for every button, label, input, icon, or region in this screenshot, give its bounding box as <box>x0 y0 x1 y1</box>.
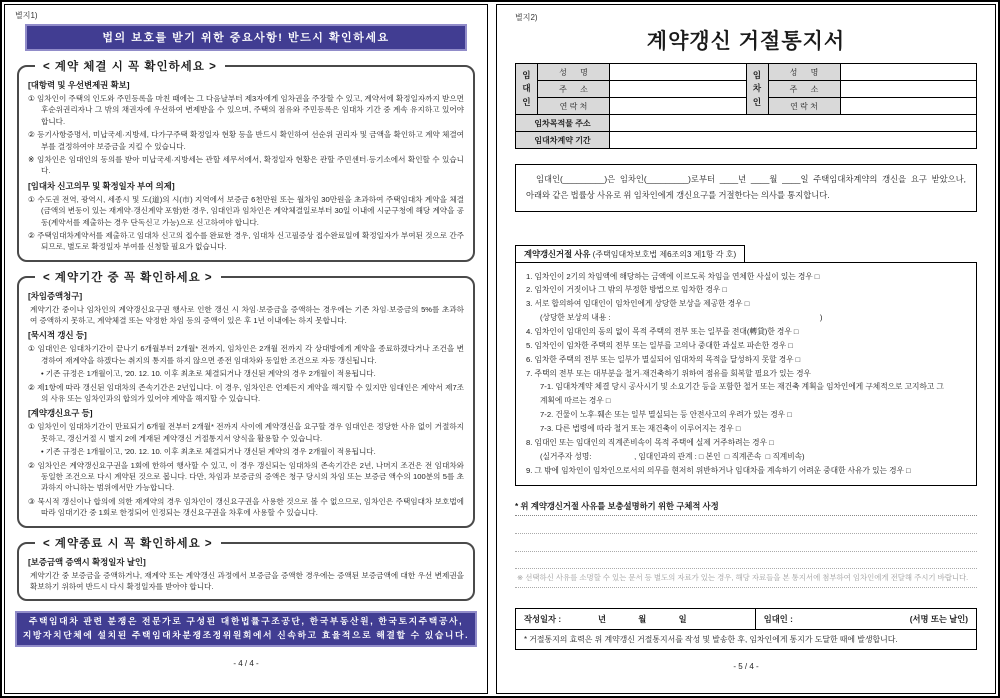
dispute-resolution-banner <box>15 611 477 646</box>
page-left <box>4 4 488 694</box>
clause-item: 계약기간 중 보증금을 증액하거나, 재계약 또는 계약갱신 과정에서 보증금을 증액한 경우에는 증액된 보증금액에 대한 우선 변제권을 확보하기 위하여 반드시 다시 확정일자를 받아야 합니다. <box>30 570 464 591</box>
clause-item: ① 임차인이 주택의 인도와 주민등록을 마친 때에는 그 다음날부터 제3자에게 임차권을 주장할 수 있고, 계약서에 확정일자까지 받으면 후순위권리자나 그 밖의 채권자에 우선하여 변제받을 수 있으며, 주택의 점유와 주민등록은 임대차 기간 중 계속 유지하고 있어야 합니다. <box>28 94 464 126</box>
signature-table <box>515 608 977 650</box>
blank-write-line <box>515 534 977 552</box>
clause-item: ① 임대인은 임대차기간이 끝나기 6개월부터 2개월* 전까지, 임차인은 2개월 전까지 각 상대방에게 계약을 종료하겠다거나 조건을 변경하여 재계약을 하겠다는 취지의 통지를 하지 않으면 종전 임대차와 동일한 조건으로 자동 갱신됩니다. <box>28 344 464 365</box>
clause-item: ※ 임차인은 임대인의 동의를 받아 미납국세·지방세는 관할 세무서에서, 확정일자 현황은 관할 주민센터·등기소에서 확인할 수 있습니다. <box>28 154 464 176</box>
attachment-label-2: 별지2) <box>515 13 538 22</box>
section-box-contract-signing <box>17 61 475 262</box>
reason-item: 6. 임차한 주택의 전부 또는 일부가 멸실되어 임대차의 목적을 달성하지 못할 경우 □ <box>526 354 801 364</box>
clause-item: ① 임차인이 임대차기간이 만료되기 6개월 전부터 2개월* 전까지 사이에 계약갱신을 요구할 경우 임대인은 정당한 사유 없이 거절하지 못하고, 갱신거절 시 별지 2에 게재된 계약갱신 거절통지서 양식을 활용할 수 있습니다. <box>28 422 464 443</box>
section-heading: [대항력 및 우선변제권 확보] <box>28 80 130 90</box>
refusal-notice-paragraph: 임대인(_________)은 임차인(_________)로부터 ____년 ____월 ____일 주택임대차계약의 갱신을 요구 받았으나, 아래와 같은 법률상 사유로 위 임차인에게 갱신요구를 거절한다는 의사를 통지합니다. <box>515 164 977 212</box>
section-heading: [계약갱신요구 등] <box>28 408 93 419</box>
refusal-reasons-box <box>515 262 977 487</box>
clause-note: • 기존 규정은 1개월이고, '20. 12. 10. 이후 최초로 체결되거나 갱신된 계약의 경우 2개월이 적용됩니다. <box>41 447 376 457</box>
lessor-vertical-label: 임 대 인 <box>516 64 538 115</box>
reason-item: 3. 서로 합의하여 임대인이 임차인에게 상당한 보상을 제공한 경우 □ <box>526 299 750 309</box>
box-title: < 계약기간 중 꼭 확인하세요 > <box>35 269 221 285</box>
clause-note: • 기존 규정은 1개월이고, '20. 12. 10. 이후 최초로 체결되거나 갱신된 계약의 경우 2개월이 적용됩니다. <box>41 369 376 379</box>
lessee-name-label: 성 명 <box>768 64 840 81</box>
section-heading: [차임증액청구] <box>28 290 83 301</box>
importance-banner: 법의 보호를 받기 위한 중요사항! 반드시 확인하세요 <box>25 24 467 51</box>
page-number-left: - 4 / 4 - <box>233 658 259 668</box>
reason-item: 1. 임차인이 2기의 차임액에 해당하는 금액에 이르도록 차임을 연체한 사실이 있는 경우 □ <box>526 271 820 281</box>
reason-subfield: (실거주자 성명: , 임대인과의 관계 : □ 본인 □ 직계존속 □ 직계비속) <box>540 451 805 461</box>
refusal-reasons-tab <box>515 245 745 263</box>
banner-line: 지방자치단체에 설치된 주택임대차분쟁조정위원회에서 신속하고 효율적으로 해결할 수 있습니다. <box>22 629 470 640</box>
form-title: 계약갱신 거절통지서 <box>646 30 846 53</box>
lessor-name-field <box>610 64 747 81</box>
clause-item: ② 임차인은 계약갱신요구권을 1회에 한하여 행사할 수 있고, 이 경우 갱신되는 임대차의 존속기간은 2년, 나머지 조건은 전 임대차와 동일한 조건으로 다시 계약된 것으로 봅니다. 다만, 차임과 보증금의 증액은 청구 당시의 차임 또는 보증금 액수의 100분의 5를 초과하지 아니하는 범위에서만 가능합니다. <box>28 460 464 493</box>
lessee-contact-label: 연 락 처 <box>768 98 840 115</box>
banner-line: 주택임대차 관련 분쟁은 전문가로 구성된 대한법률구조공단, 한국부동산원, 한국토지주택공사, <box>28 616 464 627</box>
lessor-contact-label: 연 락 처 <box>538 98 610 115</box>
clause-item: ② 제1항에 따라 갱신된 임대차의 존속기간은 2년입니다. 이 경우, 임차인은 언제든지 계약을 해지할 수 있지만 임대인은 계약서 제7조의 사유 또는 임차인과의 합의가 있어야 계약을 해지할 수 있습니다. <box>28 382 464 404</box>
table-row <box>516 608 977 629</box>
section-box-during-contract <box>17 271 475 528</box>
page-number-right: - 5 / 4 - <box>733 661 759 671</box>
reason-item: 5. 임차인이 임차한 주택의 전부 또는 일부를 고의나 중대한 과실로 파손한 경우 □ <box>526 340 793 350</box>
written-date-field: 작성일자 : 년 월 일 <box>516 608 756 629</box>
tab-legal-ref: (주택임대차보호법 제6조의3 제1항 각 호) <box>590 250 737 259</box>
reason-subitem: 7-1. 임대차계약 체결 당시 공사시기 및 소요기간 등을 포함한 철거 또는 재건축 계획을 임차인에게 구체적으로 고지하고 그 계획에 따르는 경우 □ <box>540 382 944 406</box>
reason-item: 4. 임차인이 임대인의 동의 없이 목적 주택의 전부 또는 일부를 전대(轉貸)한 경우 □ <box>526 326 799 336</box>
property-address-label: 임차목적물 주소 <box>516 115 610 132</box>
lessor-signature-cell <box>755 608 976 629</box>
supplement-heading: * 위 계약갱신거절 사유를 보충설명하기 위한 구체적 사정 <box>515 500 977 516</box>
section-heading: [임대차 신고의무 및 확정일자 부여 의제] <box>28 180 175 191</box>
attachment-guidance-note: ※ 선택하신 사유를 소명할 수 있는 문서 등 별도의 자료가 있는 경우, 해당 자료들을 본 통지서에 첨부하여 임차인에게 전달해 주시기 바랍니다. <box>515 568 977 587</box>
reason-item: 2. 임차인이 거짓이나 그 밖의 부정한 방법으로 임차한 경우 □ <box>526 285 728 295</box>
table-row <box>516 115 977 132</box>
clause-item: ② 주택임대차계약서를 제출하고 임대차 신고의 접수를 완료한 경우, 임대차 신고필증상 접수완료일에 확정일자가 부여된 것으로 간주되므로, 별도로 확정일자 부여를 신청할 필요가 없습니다. <box>28 230 464 252</box>
lessor-address-label: 주 소 <box>538 81 610 98</box>
lessee-contact-field <box>840 98 977 115</box>
reason-item: 7. 주택의 전부 또는 대부분을 철거·재건축하기 위하여 점유를 회복할 필요가 있는 경우 <box>526 368 811 378</box>
lease-period-label: 임대차계약 기간 <box>516 132 610 149</box>
table-row <box>516 132 977 149</box>
section-box-contract-end <box>17 537 475 602</box>
supplement-section <box>515 500 977 587</box>
box-title: < 계약 체결 시 꼭 확인하세요 > <box>35 58 225 74</box>
property-address-field <box>610 115 977 132</box>
lessor-sign-label: 임대인 : <box>763 613 793 624</box>
clause-item: 계약기간 중이나 임차인의 계약갱신요구권 행사로 인한 갱신 시 차임·보증금을 증액하는 경우에는 기존 차임·보증금의 5%를 초과하여 증액하지 못하고, 계약체결 또는 약정한 차임 등의 증액이 있은 후 1년 이내에는 하지 못합니다. <box>30 304 464 326</box>
reason-subitem: 7-3. 다른 법령에 따라 철거 또는 재건축이 이루어지는 경우 □ <box>540 423 741 433</box>
clause-item: ② 등기사항증명서, 미납국세·지방세, 다가구주택 확정일자 현황 등을 반드시 확인하여 선순위 권리자 및 금액을 확인하고 계약 체결여부를 결정하여야 보증금을 지킬 수 있습니다. <box>28 130 464 151</box>
attachment-label-1: 별지1) <box>15 11 38 20</box>
lessee-vertical-label: 임 차 인 <box>746 64 768 115</box>
lessee-address-field <box>840 81 977 98</box>
lessor-address-field <box>610 81 747 98</box>
page-right <box>496 4 996 694</box>
reason-subitem: 7-2. 건물이 노후·훼손 또는 일부 멸실되는 등 안전사고의 우려가 있는 경우 □ <box>540 410 792 420</box>
lease-period-field <box>610 132 977 149</box>
box-title: < 계약종료 시 꼭 확인하세요 > <box>35 535 221 551</box>
lessor-name-label: 성 명 <box>538 64 610 81</box>
table-row <box>516 64 977 81</box>
clause-item: ① 수도권 전역, 광역시, 세종시 및 도(道)의 시(市) 지역에서 보증금 6천만원 또는 월차임 30만원을 초과하여 주택임대차 계약을 체결(금액의 변동이 있는 재계약·갱신계약 포함)한 경우, 임대인과 임차인은 계약체결일로부터 30일 이내에 시군구청에 해당 계약을 공동(계약서를 제출하는 경우 단독신고 가능)으로 신고하여야 합니다. <box>28 194 464 227</box>
seal-note: (서명 또는 날인) <box>909 613 968 624</box>
lessee-address-label: 주 소 <box>768 81 840 98</box>
lessor-contact-field <box>610 98 747 115</box>
blank-write-line <box>515 516 977 534</box>
parties-table <box>515 63 977 149</box>
reason-subfield: (상당한 보상의 내용 : ) <box>540 313 823 323</box>
section-heading: [묵시적 갱신 등] <box>28 330 87 341</box>
reason-item: 9. 그 밖에 임차인이 임차인으로서의 의무를 현저히 위반하거나 임대차를 계속하기 어려운 중대한 사유가 있는 경우 □ <box>526 465 911 475</box>
table-row <box>516 629 977 649</box>
clause-item: ③ 묵시적 갱신이나 합의에 의한 재계약의 경우 임차인이 갱신요구권을 사용한 것으로 볼 수 없으므로, 임차인은 주택임대차 보호법에 따라 임대기간 중 1회로 한정되어 인정되는 갱신요구권을 차후에 사용할 수 있습니다. <box>28 496 464 518</box>
lessee-name-field <box>840 64 977 81</box>
effect-note: * 거절통지의 효력은 위 계약갱신 거절통지서를 작성 및 발송한 후, 임차인에게 통지가 도달한 때에 발생합니다. <box>516 629 977 649</box>
section-heading: [보증금액 증액시 확정일자 날인] <box>28 556 146 567</box>
reason-item: 8. 임대인 또는 임대인의 직계존비속이 목적 주택에 실제 거주하려는 경우 □ <box>526 437 774 447</box>
tab-title: 계약갱신거절 사유 <box>524 249 591 259</box>
